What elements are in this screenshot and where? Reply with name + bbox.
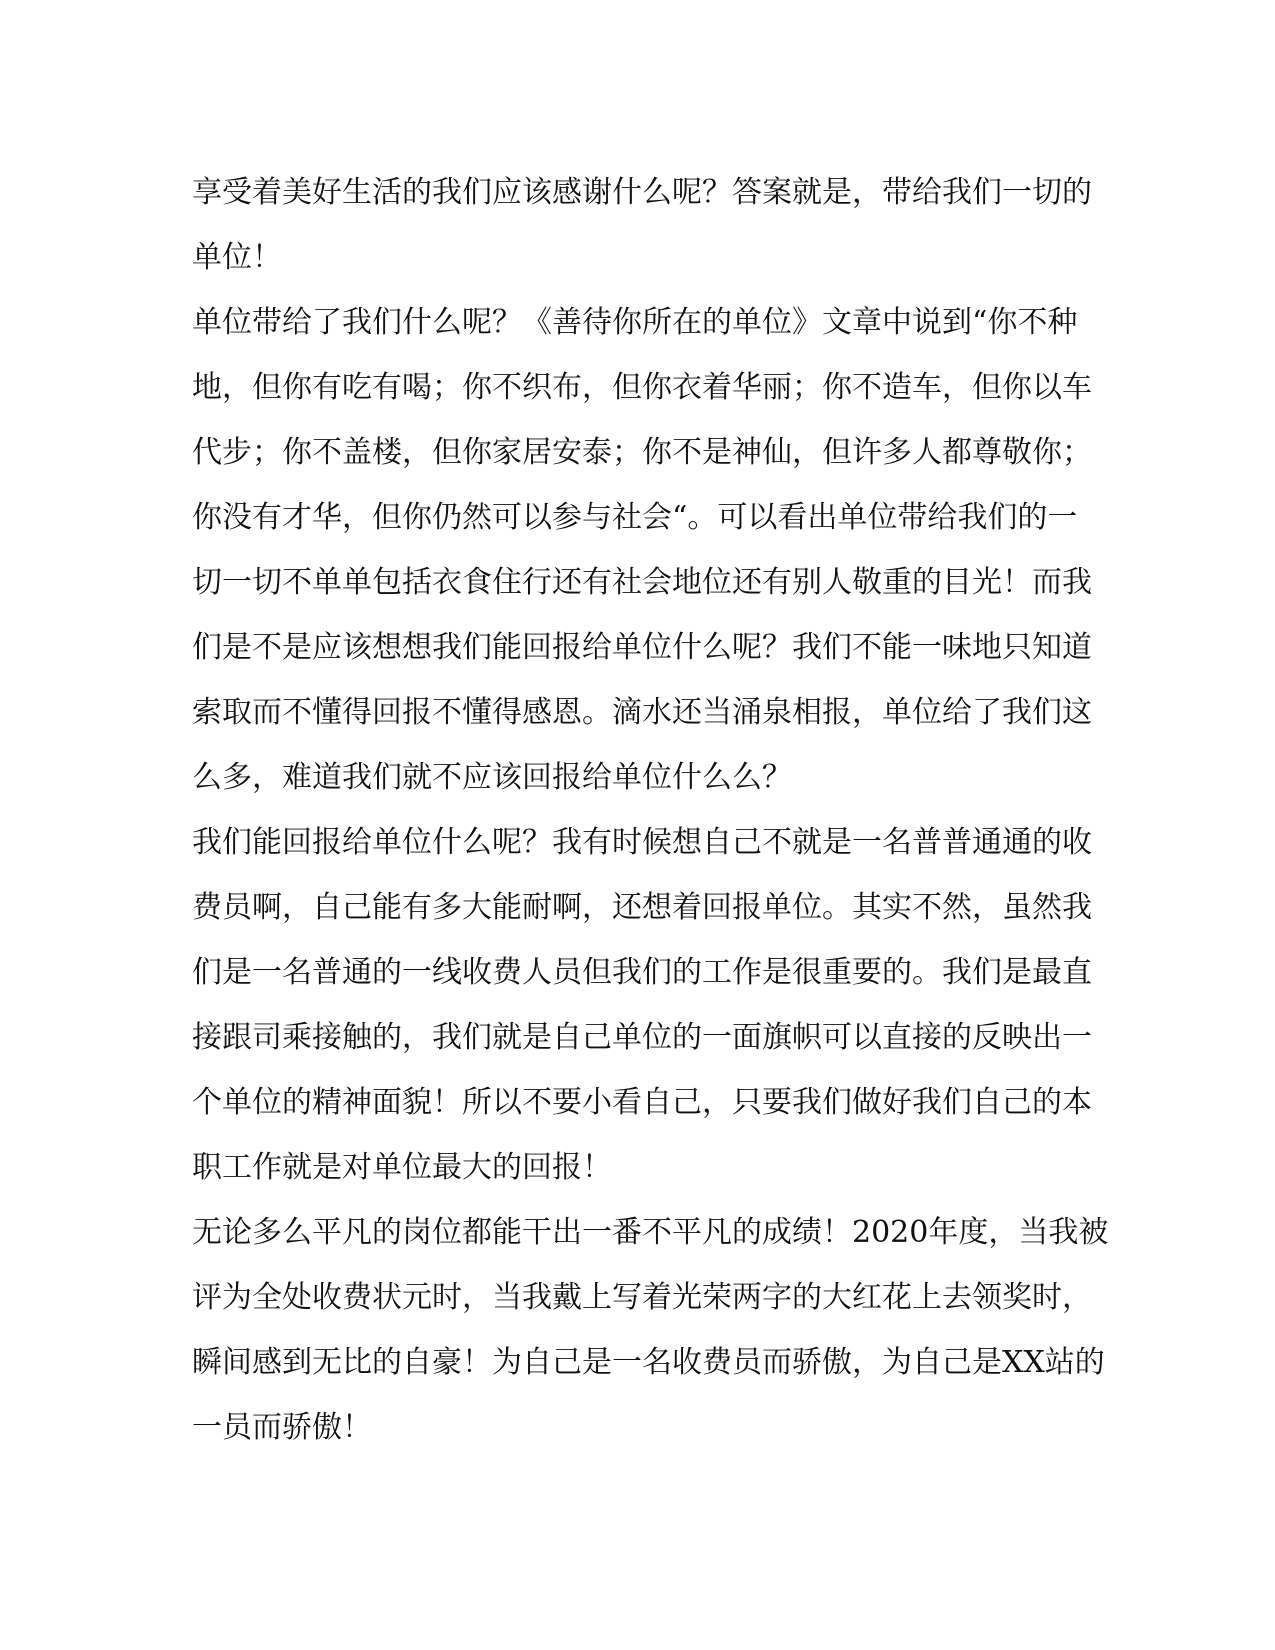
text-line: 职工作就是对单位最大的回报！ [192, 1150, 612, 1185]
text-line: 代步；你不盖楼，但你家居安泰；你不是神仙，但许多人都尊敬你； [192, 435, 1092, 470]
text-line: 瞬间感到无比的自豪！为自己是一名收费员而骄傲，为自己是XX站的 [192, 1345, 1105, 1380]
text-line: 么多，难道我们就不应该回报给单位什么么？ [192, 760, 792, 795]
text-line: 你没有才华，但你仍然可以参与社会“。可以看出单位带给我们的一 [192, 500, 1078, 535]
paragraph-4 [192, 1200, 1109, 1460]
paragraph-2 [192, 290, 1092, 810]
text-line: 个单位的精神面貌！所以不要小看自己，只要我们做好我们自己的本 [192, 1085, 1092, 1120]
text-line: 们是一名普通的一线收费人员但我们的工作是很重要的。我们是最直 [192, 955, 1092, 990]
text-line: 费员啊，自己能有多大能耐啊，还想着回报单位。其实不然，虽然我 [192, 890, 1092, 925]
paragraph-1 [192, 160, 1092, 290]
text-line: 接跟司乘接触的，我们就是自己单位的一面旗帜可以直接的反映出一 [192, 1020, 1092, 1055]
text-line: 评为全处收费状元时，当我戴上写着光荣两字的大红花上去领奖时， [192, 1280, 1092, 1315]
text-line: 无论多么平凡的岗位都能干出一番不平凡的成绩！2020年度，当我被 [192, 1215, 1109, 1250]
text-line: 单位带给了我们什么呢？《善待你所在的单位》文章中说到“你不种 [192, 305, 1078, 340]
text-line: 索取而不懂得回报不懂得感恩。滴水还当涌泉相报，单位给了我们这 [192, 695, 1092, 730]
text-line: 我们能回报给单位什么呢？我有时候想自己不就是一名普普通通的收 [192, 825, 1092, 860]
text-line: 一员而骄傲！ [192, 1410, 372, 1445]
text-line: 切一切不单单包括衣食住行还有社会地位还有别人敬重的目光！而我 [192, 565, 1092, 600]
text-line: 们是不是应该想想我们能回报给单位什么呢？我们不能一味地只知道 [192, 630, 1092, 665]
text-line: 享受着美好生活的我们应该感谢什么呢？答案就是，带给我们一切的 [192, 175, 1092, 210]
text-line: 地，但你有吃有喝；你不织布，但你衣着华丽；你不造车，但你以车 [192, 370, 1092, 405]
paragraph-3 [192, 810, 1092, 1200]
text-line: 单位！ [192, 240, 282, 275]
document-body [192, 160, 1109, 1460]
